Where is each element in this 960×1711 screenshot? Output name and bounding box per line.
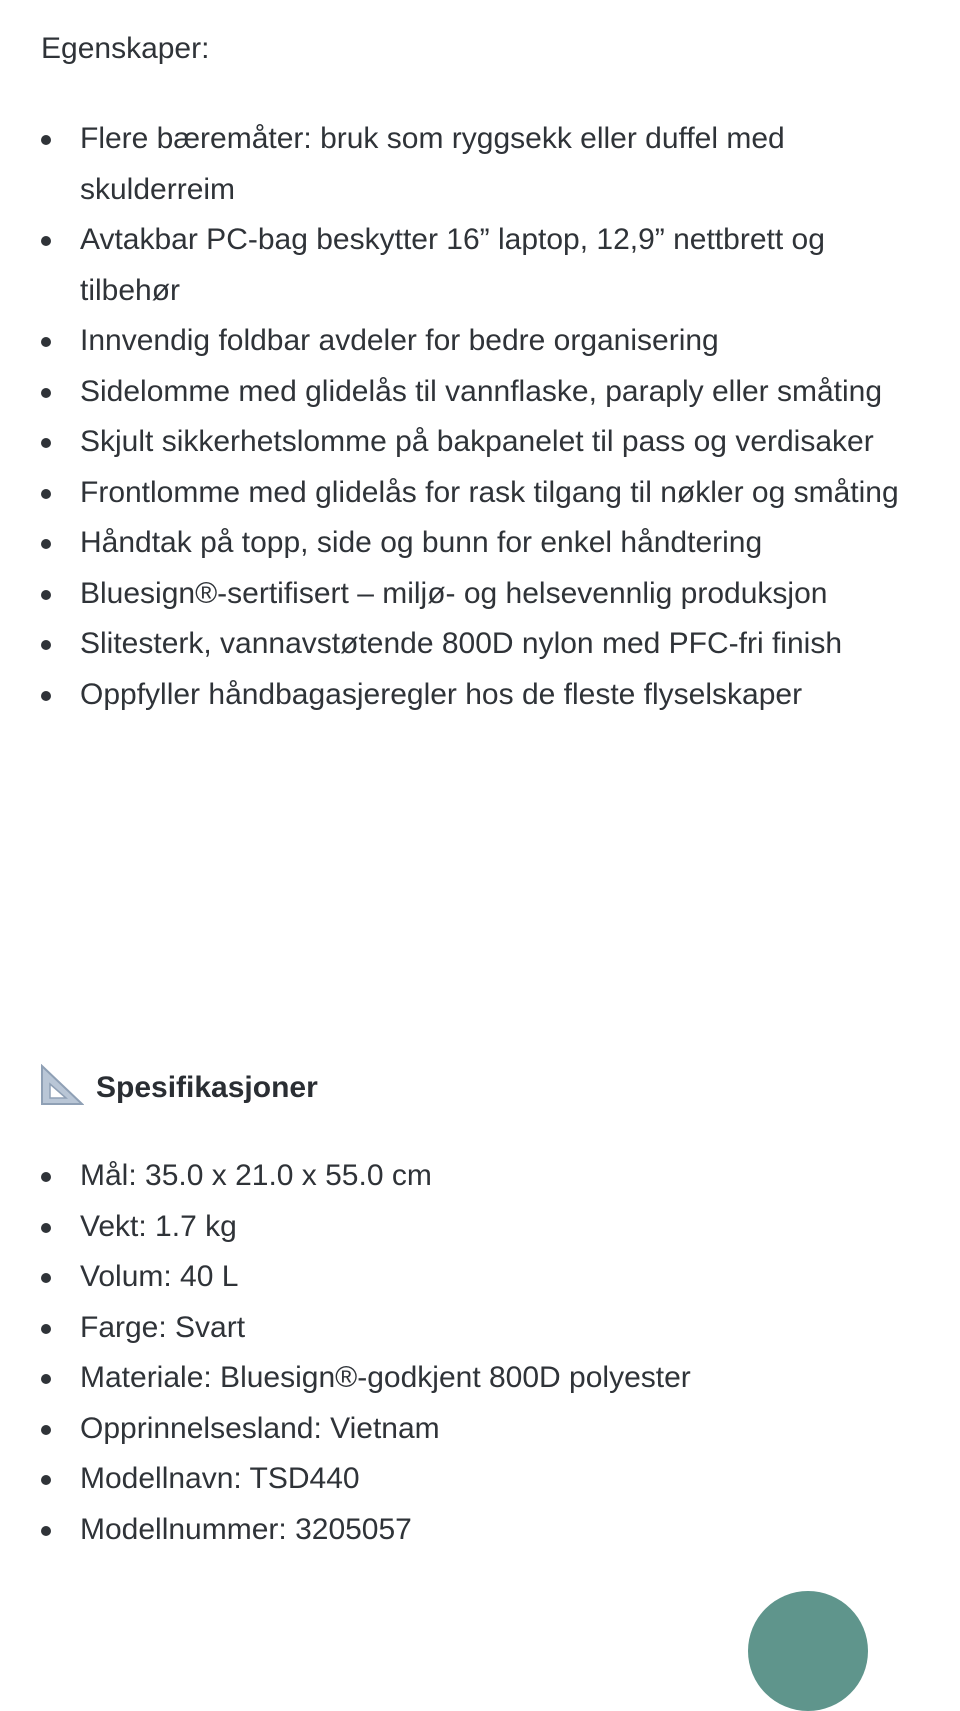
list-item: Vekt: 1.7 kg bbox=[80, 1202, 915, 1253]
list-item: Mål: 35.0 x 21.0 x 55.0 cm bbox=[80, 1151, 915, 1202]
specs-heading bbox=[40, 1064, 318, 1111]
floating-action-button[interactable] bbox=[748, 1591, 868, 1711]
list-item: Oppfyller håndbagasjeregler hos de fleste flyselskaper bbox=[80, 670, 915, 721]
list-item: Materiale: Bluesign®-godkjent 800D polyester bbox=[80, 1353, 915, 1404]
list-item: Sidelomme med glidelås til vannflaske, paraply eller småting bbox=[80, 367, 915, 418]
specs-list bbox=[0, 1151, 915, 1555]
list-item: Modellnavn: TSD440 bbox=[80, 1454, 915, 1505]
list-item: Opprinnelsesland: Vietnam bbox=[80, 1404, 915, 1455]
list-item: Skjult sikkerhetslomme på bakpanelet til pass og verdisaker bbox=[80, 417, 915, 468]
list-item: Innvendig foldbar avdeler for bedre organisering bbox=[80, 316, 915, 367]
list-item: Frontlomme med glidelås for rask tilgang til nøkler og småting bbox=[80, 468, 915, 519]
features-intro: Egenskaper: bbox=[41, 32, 210, 65]
list-item: Farge: Svart bbox=[80, 1303, 915, 1354]
list-item: Volum: 40 L bbox=[80, 1252, 915, 1303]
list-item: Slitesterk, vannavstøtende 800D nylon med PFC-fri finish bbox=[80, 619, 915, 670]
triangle-ruler-icon bbox=[40, 1064, 84, 1111]
specs-title: Spesifikasjoner bbox=[96, 1070, 318, 1104]
list-item: Modellnummer: 3205057 bbox=[80, 1505, 915, 1556]
list-item: Bluesign®-sertifisert – miljø- og helsevennlig produksjon bbox=[80, 569, 915, 620]
list-item: Flere bæremåter: bruk som ryggsekk eller duffel med skulderreim bbox=[80, 114, 915, 215]
list-item: Håndtak på topp, side og bunn for enkel håndtering bbox=[80, 518, 915, 569]
list-item: Avtakbar PC-bag beskytter 16” laptop, 12,9” nettbrett og tilbehør bbox=[80, 215, 915, 316]
features-list bbox=[0, 114, 915, 720]
